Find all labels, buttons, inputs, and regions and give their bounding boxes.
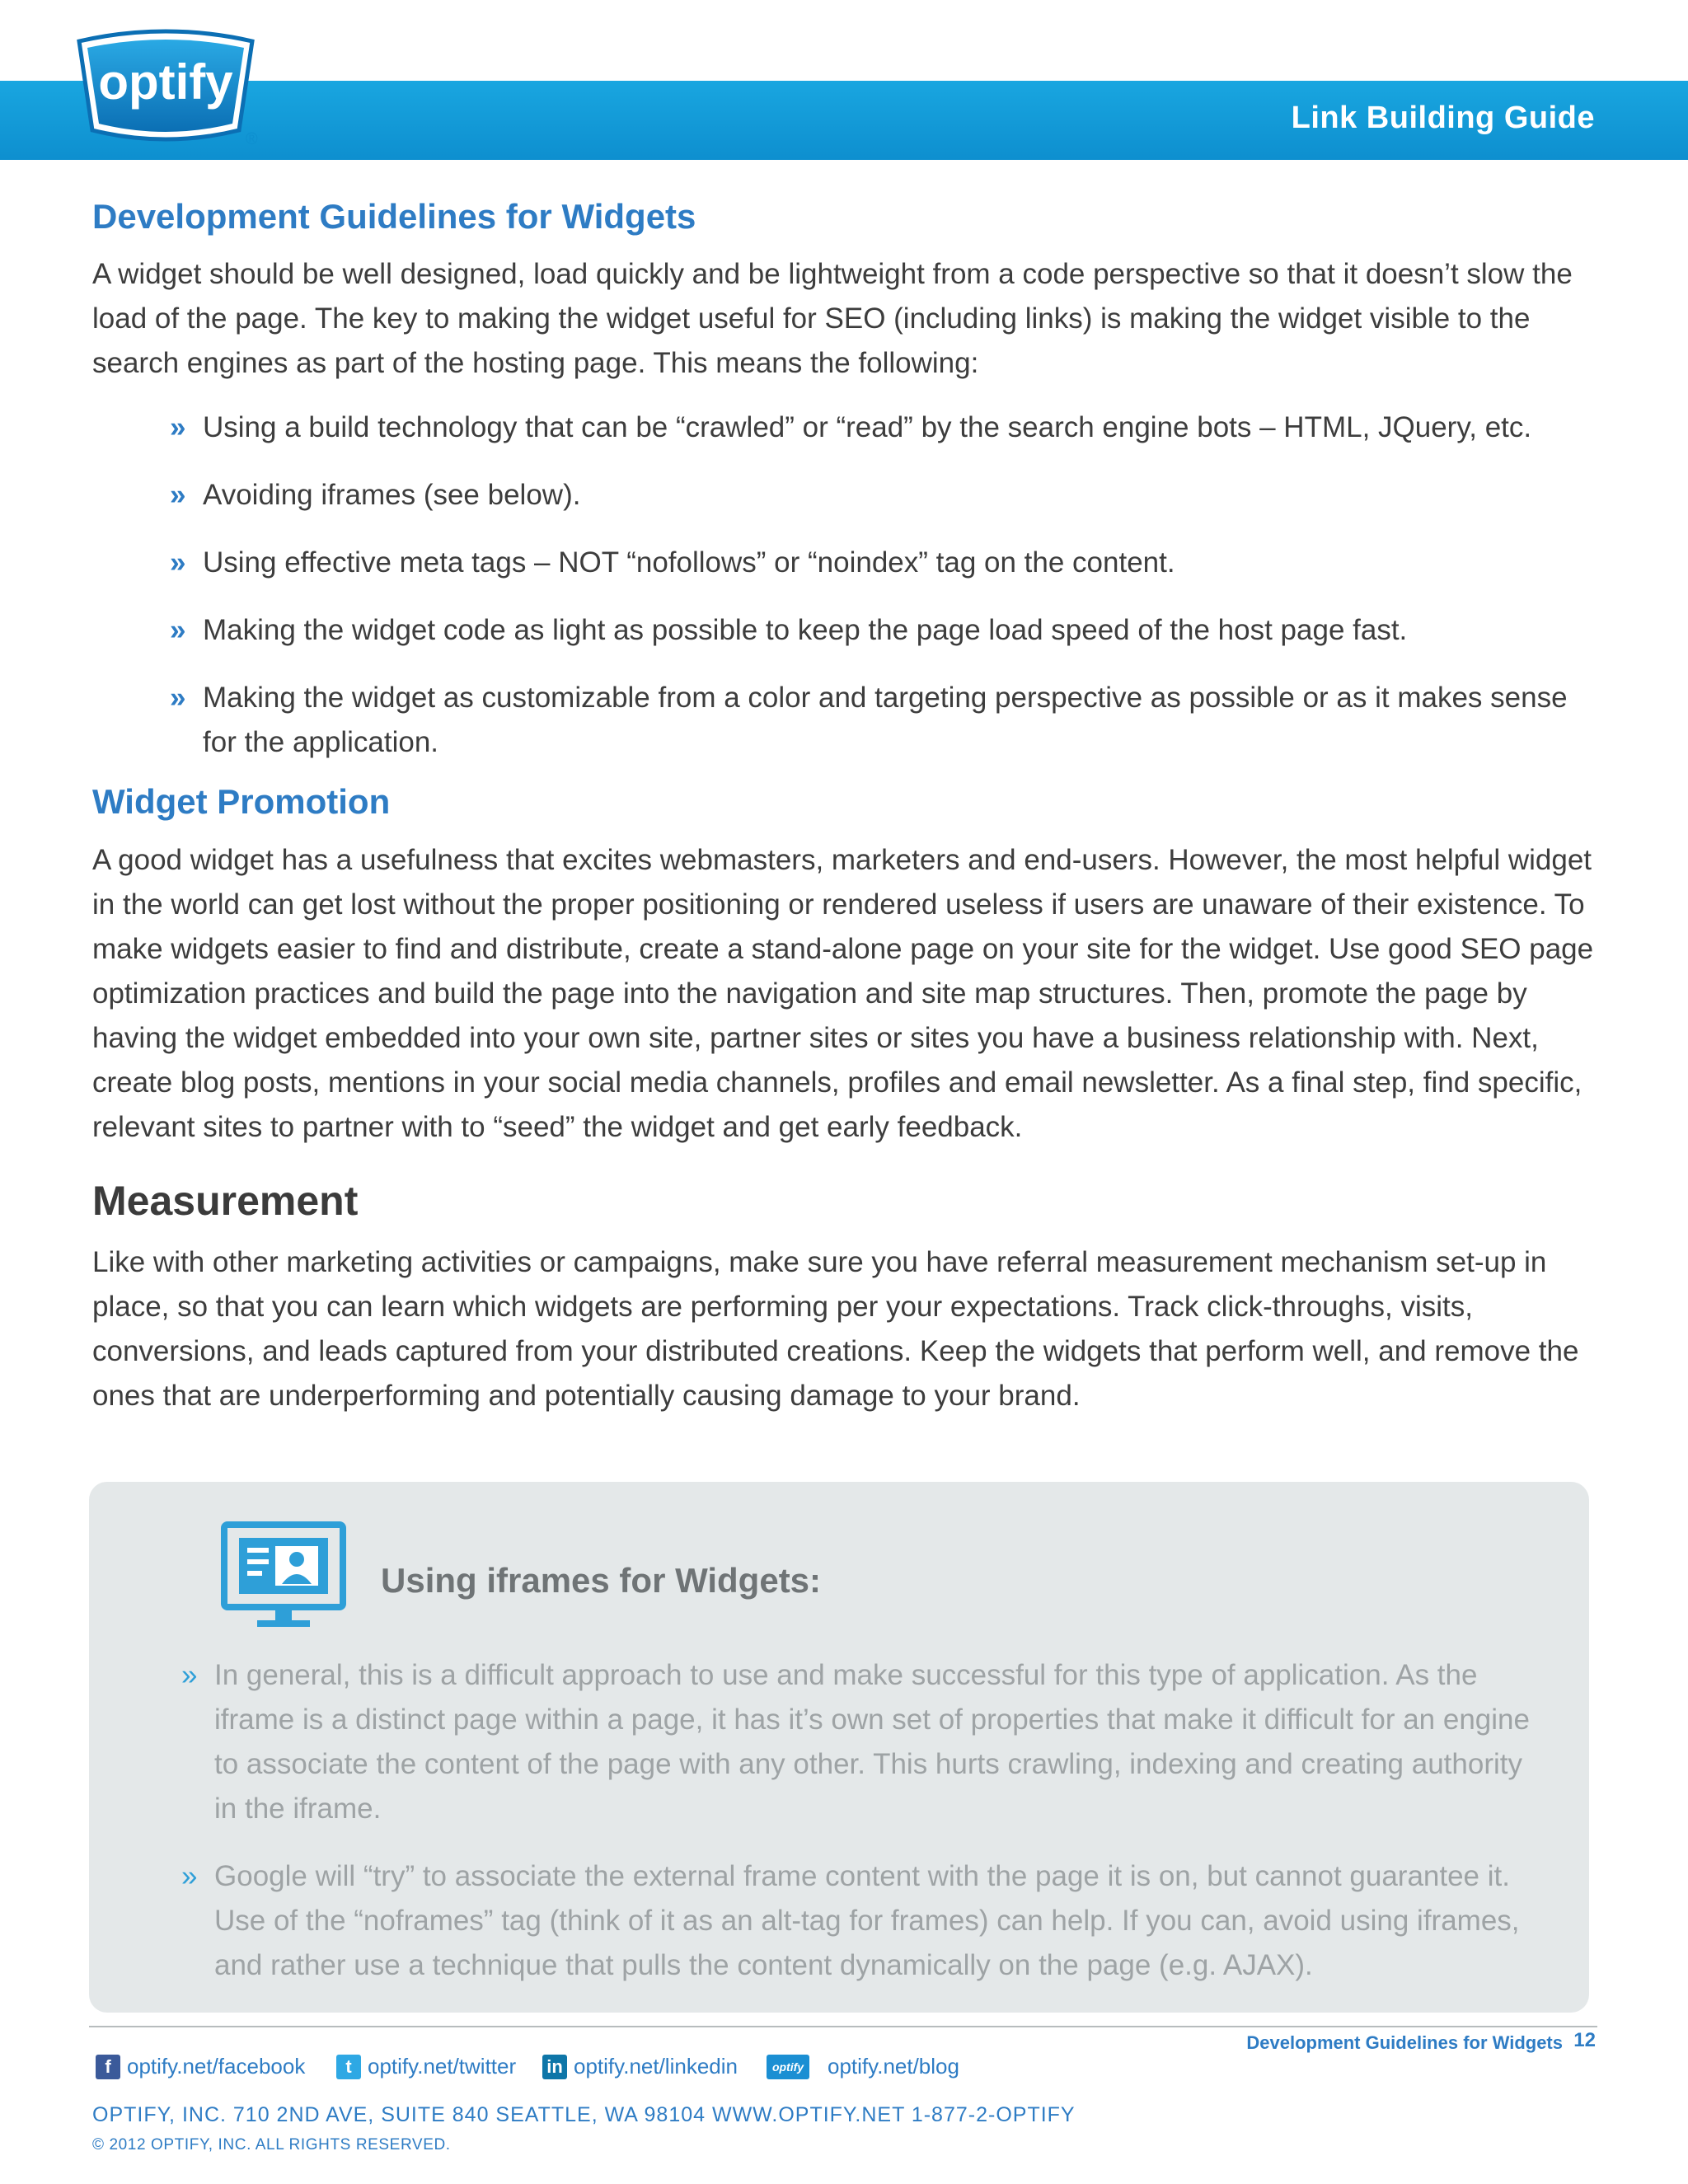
logo-text: optify: [98, 54, 233, 110]
main-content: [92, 196, 1601, 1418]
twitter-icon: t: [336, 2055, 361, 2079]
iframes-callout: [89, 1482, 1589, 2013]
copyright: © 2012 OPTIFY, INC. ALL RIGHTS RESERVED.: [92, 2136, 451, 2154]
linkedin-icon: in: [542, 2055, 567, 2079]
list-item: » Making the widget as customizable from a color and targeting perspective as possible or as it makes sense for the application.: [170, 676, 1601, 765]
callout-title: Using iframes for Widgets:: [381, 1561, 822, 1600]
measurement-heading: Measurement: [92, 1177, 359, 1224]
bullet-marker: »: [170, 682, 186, 715]
monitor-profile-icon: [221, 1521, 346, 1630]
blog-link[interactable]: optify optify.net/blog: [767, 2054, 959, 2079]
company-address: OPTIFY, INC. 710 2ND AVE, SUITE 840 SEATTLE, WA 98104 WWW.OPTIFY.NET 1-877-2-OPTIFY: [92, 2103, 1076, 2126]
dev-guidelines-heading: Development Guidelines for Widgets: [92, 197, 696, 236]
optify-logo[interactable]: [71, 25, 260, 150]
twitter-link[interactable]: t optify.net/twitter: [336, 2054, 516, 2079]
guide-title: Link Building Guide: [1291, 101, 1595, 135]
bullet-marker: »: [181, 1860, 198, 1892]
optify-blog-icon: optify: [767, 2055, 809, 2079]
widget-promotion-body: A good widget has a usefulness that excites webmasters, marketers and end-users. However, the most helpful widget in the world can get lost without the proper positioning or rendered useless if users are unaware of their existence. To make widgets easier to find and distribute, create a stand-alone page on your site for the widget. Use good SEO page optimization practices and build the page into the navigation and site map structures. Then, promote the page by having the widget embedded into your own site, partner sites or sites you have a business relationship with. Next, create blog posts, mentions in your social media channels, profiles and email newsletter. As a final step, find specific, relevant sites to partner with to “seed” the widget and get early feedback.: [92, 843, 1594, 1143]
bullet-marker: »: [170, 411, 186, 444]
facebook-link[interactable]: f optify.net/facebook: [96, 2054, 305, 2079]
bullet-marker: »: [170, 546, 186, 579]
widget-promotion-heading: Widget Promotion: [92, 782, 391, 822]
page-number: 12: [1573, 2029, 1596, 2051]
bullet-marker: »: [181, 1659, 198, 1691]
callout-list: [181, 1653, 1550, 2011]
bullet-marker: »: [170, 479, 186, 512]
linkedin-link[interactable]: in optify.net/linkedin: [542, 2054, 738, 2079]
dev-guidelines-intro: A widget should be well designed, load quickly and be lightweight from a code perspective so that it doesn’t slow the load of the page. The key to making the widget useful for SEO (including links) is making the widget visible to the search engines as part of the hosting page. This means the following:: [92, 258, 1573, 380]
list-item: » In general, this is a difficult approach to use and make successful for this type of application. As the iframe is a distinct page within a page, it has it’s own set of properties that make it difficult for an engine to associate the content of the page with any other. This hurts crawling, indexing and creating authority in the iframe.: [181, 1653, 1550, 1831]
bullet-marker: »: [170, 614, 186, 647]
footer-divider: [89, 2026, 1597, 2027]
facebook-icon: f: [96, 2055, 120, 2079]
list-item: » Avoiding iframes (see below).: [170, 473, 1601, 518]
logo-registered-mark: ®: [246, 130, 258, 148]
list-item: » Making the widget code as light as possible to keep the page load speed of the host page fast.: [170, 608, 1601, 653]
list-item: » Using a build technology that can be “crawled” or “read” by the search engine bots – HTML, JQuery, etc.: [170, 405, 1601, 450]
list-item: » Google will “try” to associate the external frame content with the page it is on, but cannot guarantee it. Use of the “noframes” tag (think of it as an alt-tag for frames) can help. If you can, avoid using iframes, and rather use a technique that pulls the content dynamically on the page (e.g. AJAX).: [181, 1854, 1550, 1988]
list-item: » Using effective meta tags – NOT “nofollows” or “noindex” tag on the content.: [170, 541, 1601, 585]
dev-guidelines-list: [170, 405, 1601, 765]
measurement-body: Like with other marketing activities or campaigns, make sure you have referral measurement mechanism set-up in place, so that you can learn which widgets are performing per your expectations. Track click-throughs, visits, conversions, and leads captured from your distributed creations. Keep the widgets that perform well, and remove the ones that are underperforming and potentially causing damage to your brand.: [92, 1245, 1579, 1412]
footer-section-label: Development Guidelines for Widgets: [1246, 2032, 1563, 2053]
